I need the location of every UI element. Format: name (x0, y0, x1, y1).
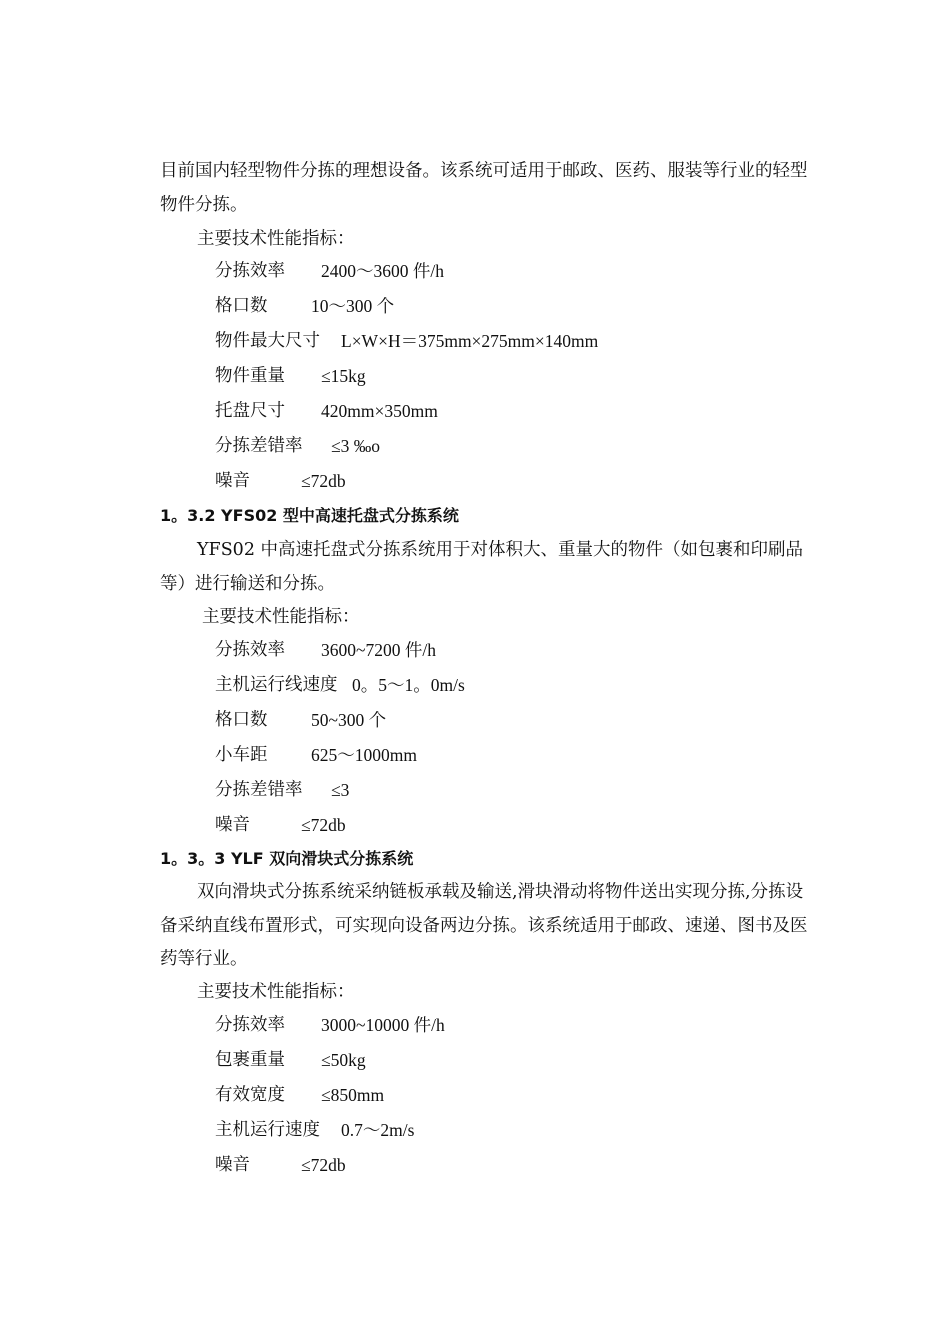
spec-label: 分拣差错率 (215, 780, 303, 800)
spec-value: ≤72db (301, 471, 346, 491)
spec-value: ≤15kg (321, 366, 366, 386)
spec-value: 0.7～2m/s (341, 1120, 415, 1140)
spec-title: 主要技术性能指标： (197, 229, 355, 249)
paragraph-line: 备采纳直线布置形式，可实现向设备两边分拣。该系统适用于邮政、速递、图书及医 (160, 916, 808, 936)
spec-label: 主机运行线速度 (215, 675, 338, 695)
spec-value: 10～300 个 (311, 296, 395, 316)
spec-label: 分拣差错率 (215, 436, 303, 456)
spec-value: L×W×H＝375mm×275mm×140mm (341, 331, 599, 351)
spec-label: 物件最大尺寸 (215, 331, 320, 351)
spec-title: 主要技术性能指标： (197, 982, 355, 1002)
spec-label: 噪音 (215, 1155, 250, 1175)
spec-label: 噪音 (215, 471, 250, 491)
spec-value: 3000~10000 件/h (321, 1015, 445, 1035)
spec-value: ≤3 (331, 780, 350, 800)
spec-value: 3600~7200 件/h (321, 640, 436, 660)
section-heading: 1。3.2 YFS02 型中高速托盘式分拣系统 (160, 506, 459, 525)
spec-value: ≤850mm (321, 1085, 385, 1105)
spec-label: 分拣效率 (215, 1015, 285, 1035)
paragraph-line: YFS02 中高速托盘式分拣系统用于对体积大、重量大的物件（如包裹和印刷品 (197, 540, 804, 560)
spec-value: 625～1000mm (311, 745, 417, 765)
spec-label: 托盘尺寸 (215, 401, 285, 421)
spec-label: 包裹重量 (215, 1050, 285, 1070)
spec-value: ≤72db (301, 1155, 346, 1175)
spec-title: 主要技术性能指标： (202, 607, 360, 627)
spec-label: 分拣效率 (215, 640, 285, 660)
spec-label: 小车距 (215, 745, 268, 765)
spec-label: 格口数 (215, 296, 268, 316)
paragraph-line: 物件分拣。 (160, 195, 248, 215)
spec-value: 2400～3600 件/h (321, 261, 444, 281)
spec-value: 420mm×350mm (321, 401, 438, 421)
spec-value: 0。5～1。0m/s (352, 675, 465, 695)
spec-label: 格口数 (215, 710, 268, 730)
spec-label: 物件重量 (215, 366, 285, 386)
paragraph-line: 目前国内轻型物件分拣的理想设备。该系统可适用于邮政、医药、服装等行业的轻型 (160, 161, 808, 181)
spec-label: 有效宽度 (215, 1085, 285, 1105)
spec-value: ≤72db (301, 815, 346, 835)
paragraph-line: 药等行业。 (160, 949, 248, 969)
paragraph-line: 双向滑块式分拣系统采纳链板承载及输送,滑块滑动将物件送出实现分拣,分拣设 (197, 882, 804, 902)
paragraph-line: 等）进行输送和分拣。 (160, 574, 335, 594)
section-heading: 1。3。3 YLF 双向滑块式分拣系统 (160, 849, 414, 868)
spec-value: ≤50kg (321, 1050, 366, 1070)
spec-label: 分拣效率 (215, 261, 285, 281)
spec-label: 噪音 (215, 815, 250, 835)
spec-label: 主机运行速度 (215, 1120, 320, 1140)
spec-value: 50~300 个 (311, 710, 387, 730)
spec-value: ≤3 ‰o (331, 436, 380, 456)
